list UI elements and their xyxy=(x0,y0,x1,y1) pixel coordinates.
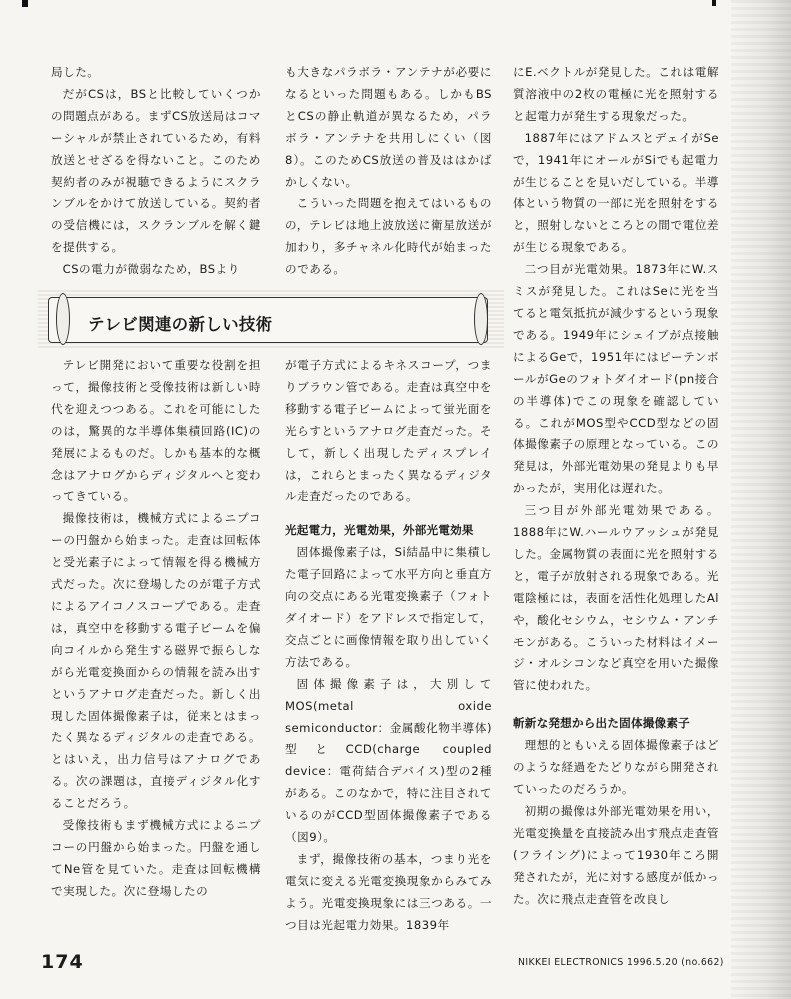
column-1-top xyxy=(51,62,261,281)
paragraph: も大きなパラボラ・アンテナが必要になるといった問題もある。しかもBSとCSの静止軌道が異なるため，パラボラ・アンテナを共用しにくい（図8）。このためCS放送の普及ははかばかしくない。 xyxy=(285,65,492,189)
paragraph: 固体撮像素子は，Si結晶中に集積した電子回路によって水平方向と垂直方向の交点にある光電変換素子（フォトダイオード）をアドレスで指定して，交点ごとに画像情報を取り出していく方法である。 xyxy=(285,545,492,669)
column-2-bottom xyxy=(285,355,492,937)
paragraph: 固体撮像素子は，大別してMOS(metal oxide semiconductor：金属酸化物半導体)型とCCD(charge coupled device：電荷結合デバイス)型の2種がある。このなかで，特に注目されているのがCCD型固体撮像素子である（図9）。 xyxy=(285,676,492,845)
paragraph: 理想的ともいえる固体撮像素子はどのような経過をたどりながら開発されていったのだろうか。 xyxy=(513,738,719,796)
paragraph: 受像技術もまず機械方式によるニプコーの円盤から始まった。円盤を通してNe管を見ていた。走査は回転機構で実現した。次に登場したの xyxy=(51,818,261,898)
subheading: 光起電力，光電効果，外部光電効果 xyxy=(285,523,474,538)
paragraph: 局した。 xyxy=(51,65,100,79)
registration-mark xyxy=(712,0,716,6)
page-number: 174 xyxy=(41,951,84,973)
paragraph: が電子方式によるキネスコープ，つまりブラウン管である。走査は真空中を移動する電子ビームによって蛍光面を光らすというアナログ走査だった。そして，新しく出現したディスプレイは，これらとまったく異なるディジタル走査だったのである。 xyxy=(285,358,492,504)
registration-mark xyxy=(22,0,28,7)
page-edge-shadow xyxy=(731,0,791,999)
paragraph: 撮像技術は，機械方式によるニプコーの円盤から始まった。走査は回転体と受光素子によって情報を得る機械方式だった。次に登場したのが電子方式によるアイコノスコープである。走査は，真空中を移動する電子ビームを偏向コイルから発生する磁界で振らしながら光電変換面からの情報を読み出すというアナログ走査だった。新しく出現した固体撮像素子は，従来とはまったく異なるディジタルの走査である。とはいえ，出力信号はアナログである。次の課題は，直接ディジタル化することだろう。 xyxy=(51,511,261,811)
section-title: テレビ関連の新しい技術 xyxy=(88,315,273,334)
column-2-top xyxy=(285,62,492,281)
paragraph: テレビ開発において重要な役割を担って，撮像技術と受像技術は新しい時代を迎えつつある。これを可能にしたのは，驚異的な半導体集積回路(IC)の発展によるものだ。しかも基本的な概念はアナログからディジタルへと変わってきている。 xyxy=(51,358,261,504)
paragraph: CSの電力が微弱なため，BSより xyxy=(62,262,240,277)
column-1-bottom xyxy=(51,355,261,903)
paragraph: 1887年にはアドムスとデェイがSeで，1941年にオールがSiでも起電力が生じることを見いだしている。半導体という物質の一部に光を照射をすると，照射しないところとの間で電位差が生じる現象である。 xyxy=(513,130,719,255)
subheading: 斬新な発想から出た固体撮像素子 xyxy=(513,716,690,731)
paragraph: こういった問題を抱えてはいるものの，テレビは地上波放送に衛星放送が加わり，多チャネル化時代が始まったのである。 xyxy=(285,196,492,277)
footer-journal: NIKKEI ELECTRONICS 1996.5.20 (no.662) xyxy=(518,957,724,968)
scroll-curl-icon xyxy=(56,293,70,345)
paragraph: 二つ目が光電効果。1873年にW.スミスが発見した。これはSeに光を当てると電気抵抗が減少するという現象である。1949年にシェイブが点接触によるGeで，1951年にはピーテンボールがGeのフォトダイオード(pn接合の半導体)でこの現象を確認している。これがMOS型やCCD型などの固体撮像素子の原理となっている。この発見は，外部光電効果の発見よりも早かったが，実用化は遅れた。 xyxy=(513,262,719,496)
paragraph: 三つ目が外部光電効果である。1888年にW.ハールウアッシュが発見した。金属物質の表面に光を照射すると，電子が放射される現象である。光電陰極には，表面を活性化処理したAlや，酸化セシウム，セシウム・アンチモンがある。こういった材料はイメージ・オルシコンなど真空を用いた撮像管に使われた。 xyxy=(513,503,719,693)
paragraph: 初期の撮像は外部光電効果を用い，光電変換量を直接読み出す飛点走査管(フライング)によって1930年ころ開発されたが，光に対する感度が低かった。次に飛点走査管を改良し xyxy=(513,803,719,906)
column-3 xyxy=(513,62,719,910)
scroll-curl-icon xyxy=(474,293,488,345)
paragraph: にE.ベクトルが発見した。これは電解質溶液中の2枚の電極に光を照射すると起電力が発生する現象だった。 xyxy=(513,65,719,123)
paragraph: まず，撮像技術の基本，つまり光を電気に変える光電変換現象からみてみよう。光電変換現象には三つある。一つ目は光起電力効果。1839年 xyxy=(285,851,492,932)
paragraph: だがCSは，BSと比較していくつかの問題点がある。まずCS放送局はコマーシャルが禁止されているため，有料放送とせざるを得ないこと。このため契約者のみが視聴できるようにスクランブルをかけて放送している。契約者の受信機には，スクランブルを解く鍵を提供する。 xyxy=(51,86,261,255)
